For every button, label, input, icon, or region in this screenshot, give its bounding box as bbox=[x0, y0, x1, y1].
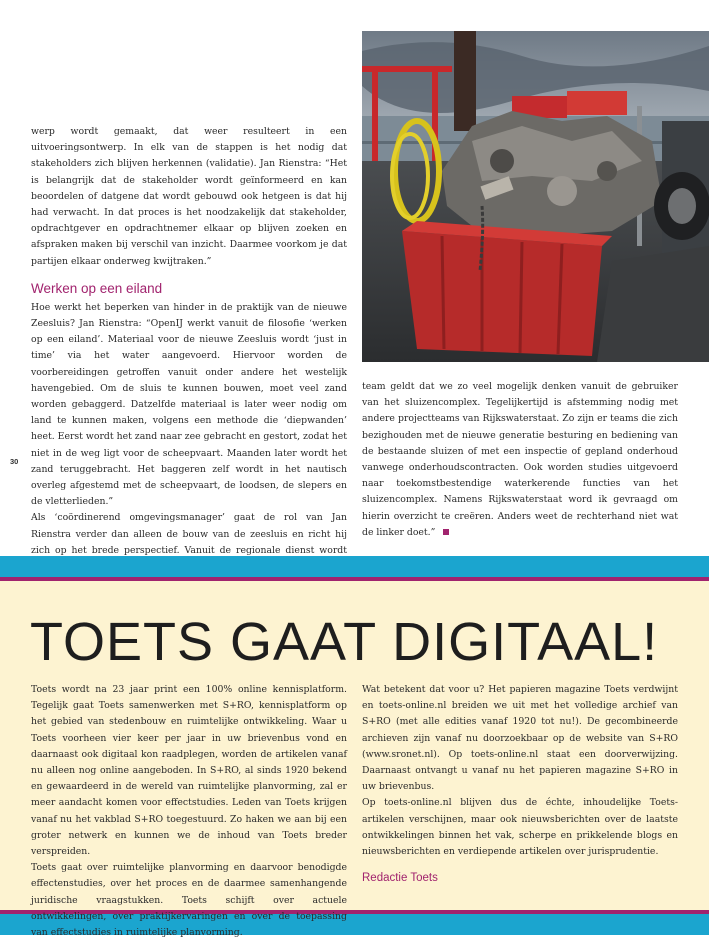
notice-paragraph: Wat betekent dat voor u? Het papieren magazine Toets verdwijnt en toets-online.nl breiden we uit met het volledige archief van S+RO (met alle edities vanaf 1920 tot nu!). De gecombineerde archieven zijn vanaf nu doorzoekbaar op de website van S+RO (www.sronet.nl). Op toets-online.nl staat een doorverwijzing. Daarnaast ontvangt u vanaf nu het papieren magazine S+RO in uw brievenbus. bbox=[362, 684, 678, 793]
notice-left-column bbox=[31, 682, 347, 941]
page-number: 30 bbox=[10, 457, 19, 466]
top-blue-band bbox=[0, 556, 709, 577]
notice-title: TOETS GAAT DIGITAAL! bbox=[30, 612, 659, 672]
article-paragraph bbox=[362, 379, 678, 541]
section-heading: Werken op een eiland bbox=[31, 280, 163, 296]
article-paragraph: Als ‘coördinerend omgevingsmanager’ gaat de rol van Jan Rienstra verder dan alleen de bouw van de zeesluis en richt hij zich op het brede perspectief. Vanuit de regionale dienst wordt bbox=[31, 512, 347, 556]
article-left-column bbox=[31, 124, 347, 575]
article-paragraph: Hoe werkt het beperken van hinder in de praktijk van de nieuwe Zeesluis? Jan Rienstra: “OpenIJ werkt vanuit de filosofie ‘werken op een eiland’. Materiaal voor de nieuwe Zeesluis wordt ‘just in time’ via het water aangevoerd. Hiervoor worden de voorbereidingen getroffen vanuit onder andere het westelijk havengebied. Om de sluis te kunnen bouwen, moet veel zand worden gebaggerd. Datzelfde materiaal is later weer nodig om land te kunnen maken, volgens een methode die ‘diepwanden’ heet. Eerst wordt het zand naar zee gebracht en gestort, zodat het niet in de weg ligt voor de scheepvaart. Maanden later wordt het zand teruggebracht. Het baggeren zelf wordt in het nautisch overleg afgestemd met de scheepvaart, de loodsen, de slepers en de vletterlieden.” bbox=[31, 301, 347, 508]
article-right-column bbox=[362, 379, 678, 541]
notice-right-column bbox=[362, 682, 678, 886]
article-paragraph: werp wordt gemaakt, dat weer resulteert in een uitvoeringsontwerp. In elk van de stappen is het nodig dat stakeholders zich blijven herkennen (validatie). Jan Rienstra: “Het is belangrijk dat de stakeholder wordt geïnformeerd en kan beoordelen of datgene dat wordt gebouwd ook hetgeen is dat hij had verwacht. In dat proces is het noodzakelijk dat stakeholder, opdrachtgever en opdrachtnemer elkaar op blijven zoeken en afspraken maken bij verschil van inzicht. Daarmee voorkom je dat partijen elkaar onderweg kwijtraken.” bbox=[31, 126, 347, 267]
end-mark-icon bbox=[443, 529, 449, 535]
article-paragraph-text: team geldt dat we zo veel mogelijk denken vanuit de gebruiker van het sluizencomplex. Tegelijkertijd is afstemming nodig met andere projectteams van Rijkswaterstaat. Zo zijn er teams die zich bezighouden met de nieuwe generatie besturing en bediening van de bestaande sluizen of met een inspectie of gepland onderhoud vanwege onderhoudscontracten. Ook worden studies uitgevoerd naar toekomstbestendige waterkerende functies van het sluizencomplex. Namens Rijkswaterstaat word ik gevraagd om hierin overzicht te creëren. Anders weet de rechterhand niet wat de linker doet.” bbox=[362, 381, 678, 538]
signature: Redactie Toets bbox=[362, 872, 438, 885]
article-photo bbox=[362, 31, 709, 362]
notice-paragraph: Toets wordt na 23 jaar print een 100% online kennisplatform. Tegelijk gaat Toets samenwerken met S+RO, kennisplatform op het gebied van stedenbouw en ruimtelijke ontwikkeling. Waar u Toets voorheen vier keer per jaar in uw brievenbus vond en daarnaast ook digitaal kon raadplegen, worden de artikelen vanaf nu alleen nog online aangeboden. In S+RO, al sinds 1920 bekend en gewaardeerd in de wereld van ruimtelijke planvorming, zal er meer aandacht komen voor effectstudies. Leden van Toets krijgen vanaf nu het vakblad S+RO toegestuurd. Zo haken we aan bij een groter netwerk en kunnen we de inhoud van Toets breder verspreiden. bbox=[31, 684, 347, 858]
notice-paragraph: Op toets-online.nl blijven dus de échte, inhoudelijke Toets-artikelen verschijnen, maar ook nieuwsberichten over de laatste ontwikkelingen binnen het vak, scherpe en prikkelende blogs en nieuwsberichten en verdiepende artikelen over jurisprudentie. bbox=[362, 797, 678, 858]
notice-paragraph: Toets gaat over ruimtelijke planvorming en daarvoor benodigde effectenstudies, over het proces en de daarmee samenhangende juridische vraagstukken. Toets schijft over actuele ontwikkelingen, over praktijkervaringen en over de toepassing van effectstudies in ruimtelijke planvorming. bbox=[31, 862, 347, 939]
